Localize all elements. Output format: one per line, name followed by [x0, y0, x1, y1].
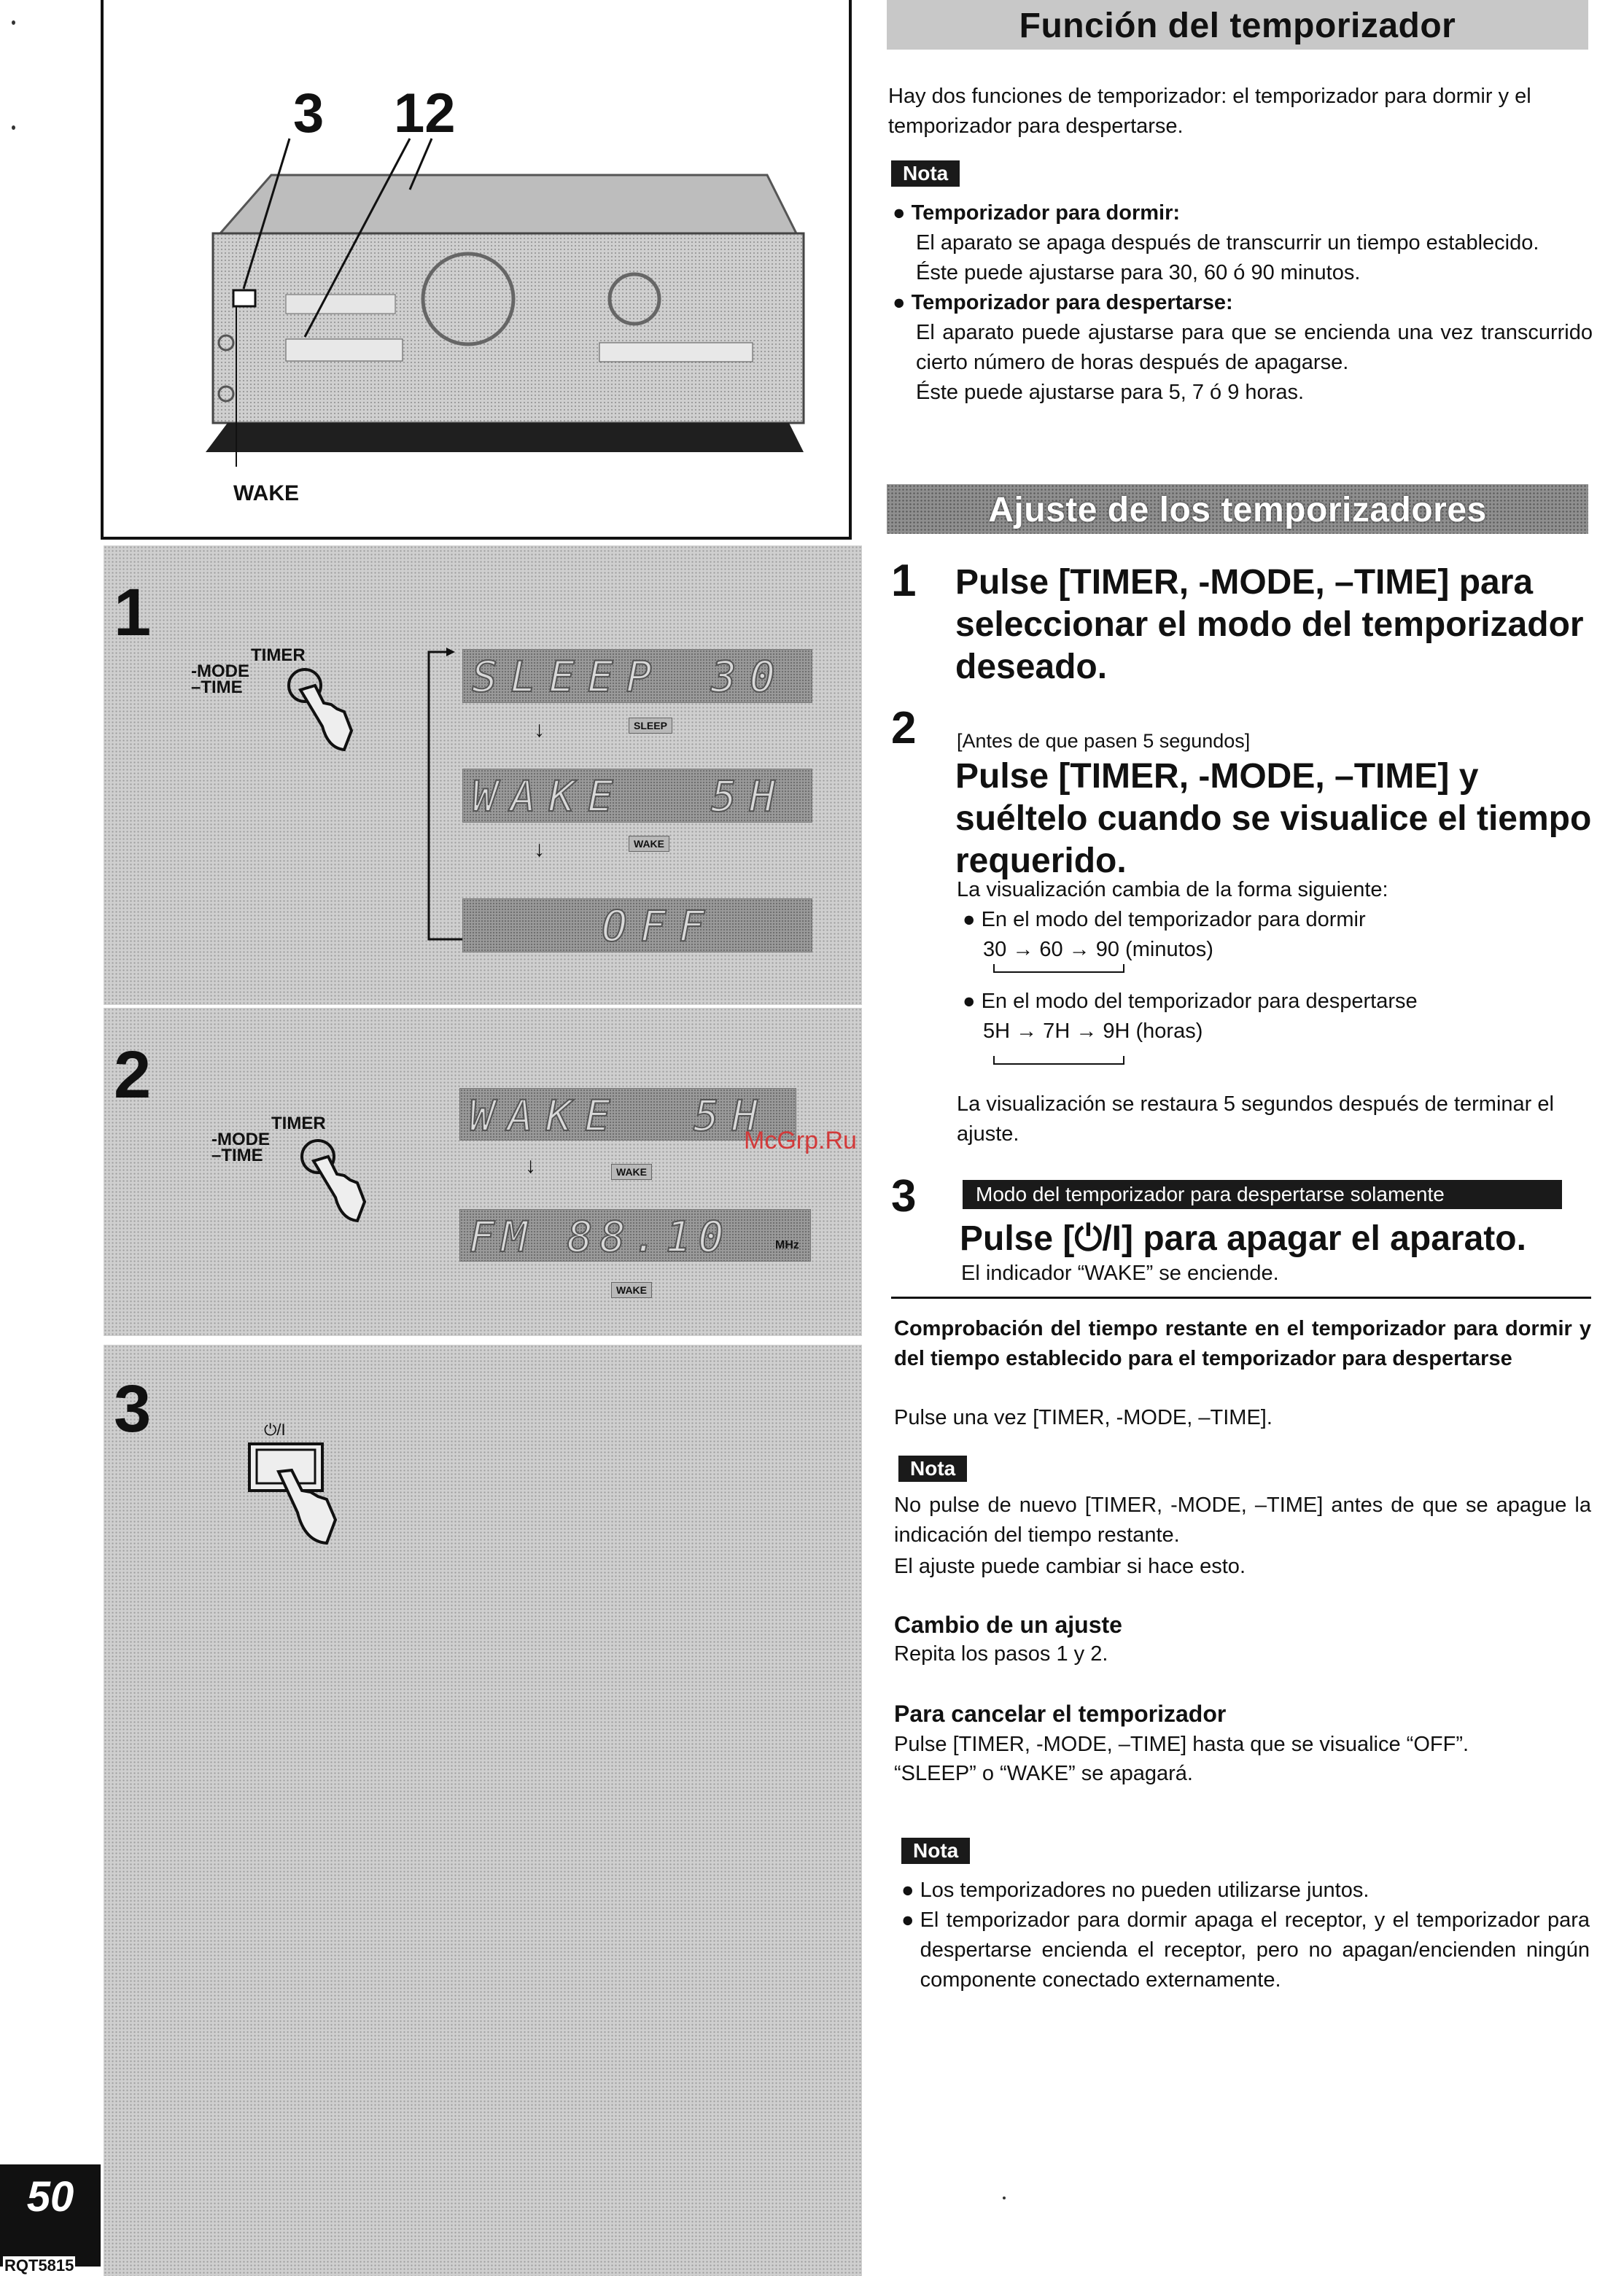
- wake-indicator: WAKE: [611, 1282, 652, 1298]
- nota-badge: Nota: [901, 1838, 970, 1864]
- section-title: Función del temporizador: [887, 0, 1588, 50]
- nota-badge: Nota: [898, 1456, 967, 1482]
- unit-diagram: [101, 0, 852, 540]
- callout-12: 12: [394, 82, 456, 144]
- callout-3: 3: [293, 82, 325, 144]
- step2-details: La visualización cambia de la forma siguiente: ● En el modo del temporizador para dormir 30 → 60 → 90 (minutos) ● En el modo del temporizador para despertarse 5H → 7H → 9H (horas): [957, 878, 1418, 1043]
- check-nota-1: No pulse de nuevo [TIMER, -MODE, –TIME] antes de que se apague la indicación del tiempo restante.: [894, 1494, 1591, 1547]
- divider: [891, 1297, 1591, 1299]
- lcd-wake: WAKE 5H: [459, 1088, 796, 1141]
- step2-instruction: Pulse [TIMER, -MODE, –TIME] y suéltelo cuando se visualice el tiempo requerido.: [955, 757, 1592, 880]
- finger-press-icon: [279, 661, 359, 763]
- check-text: Pulse una vez [TIMER, -MODE, –TIME].: [894, 1406, 1273, 1429]
- down-arrow-icon: ↓: [534, 837, 545, 861]
- step3-instruction: Pulse [⏻/I] para apagar el aparato.: [960, 1219, 1526, 1258]
- watermark: McGrp.Ru: [744, 1127, 857, 1154]
- wake-label: WAKE: [233, 481, 299, 505]
- cycle-arrow: [993, 1056, 1124, 1065]
- step-panel-1: [104, 545, 862, 1005]
- margin-mark: [12, 125, 15, 130]
- down-arrow-icon: ↓: [525, 1154, 536, 1178]
- speck: [1003, 2197, 1006, 2199]
- step-number: 2: [114, 1038, 152, 1112]
- step-panel-2: [104, 1008, 862, 1336]
- margin-mark: [12, 20, 15, 25]
- lcd-off: OFF: [462, 898, 812, 952]
- step-number: 2: [891, 703, 917, 753]
- step-number: 3: [891, 1171, 917, 1221]
- lcd-sleep: SLEEP 30: [462, 649, 812, 703]
- sleep-indicator: SLEEP: [629, 718, 672, 734]
- step1-instruction: Pulse [TIMER, -MODE, –TIME] para seleccionar el modo del temporizador deseado.: [955, 563, 1584, 686]
- final-nota-list: ● Los temporizadores no pueden utilizarse juntos. ● El temporizador para dormir apaga el receptor, y el temporizador para despertarse encienda el receptor, pero no apagan/encienden ningún componente conectado externamente.: [901, 1879, 1590, 1992]
- step-number: 3: [114, 1372, 152, 1446]
- lcd-fm: FM 88.10 MHz: [459, 1209, 811, 1262]
- power-symbol-label: ⏻/I: [264, 1421, 286, 1439]
- step-number: 1: [114, 575, 152, 650]
- timer-types-list: ● Temporizador para dormir: El aparato se apaga después de transcurrir un tiempo establecido. Éste puede ajustarse para 30, 60 ó 90 minutos. ● Temporizador para despertarse: El aparato puede ajustarse para que se encienda una vez transcurrido cierto número de horas después de apagarse. Éste puede ajustarse para 5, 7 ó 9 horas.: [893, 201, 1593, 404]
- check-heading: Comprobación del tiempo restante en el temporizador para dormir y del tiempo establecido para el temporizador para despertarse: [894, 1317, 1591, 1370]
- restore-text: La visualización se restaura 5 segundos después de terminar el ajuste.: [957, 1092, 1554, 1146]
- section-title: Ajuste de los temporizadores: [887, 484, 1588, 534]
- receiver-illustration: [104, 0, 855, 540]
- page-number: 50: [0, 2164, 101, 2267]
- cycle-arrow: [993, 964, 1124, 973]
- change-text: Repita los pasos 1 y 2.: [894, 1642, 1108, 1666]
- step-number: 1: [891, 556, 917, 606]
- cancel-line-1: Pulse [TIMER, -MODE, –TIME] hasta que se visualice “OFF”.: [894, 1733, 1469, 1756]
- step2-note: [Antes de que pasen 5 segundos]: [957, 730, 1251, 752]
- timer-button-label: TIMER -MODE –TIME: [211, 1114, 326, 1165]
- cancel-heading: Para cancelar el temporizador: [894, 1701, 1227, 1727]
- lcd-wake: WAKE 5H: [462, 769, 812, 823]
- step3-sub: El indicador “WAKE” se enciende.: [961, 1262, 1279, 1285]
- wake-indicator: WAKE: [611, 1164, 652, 1180]
- mode-bar: Modo del temporizador para despertarse solamente: [963, 1180, 1562, 1209]
- step-panel-3: [104, 1345, 862, 2276]
- intro-text: Hay dos funciones de temporizador: el temporizador para dormir y el temporizador para despertarse.: [888, 85, 1531, 138]
- cancel-line-2: “SLEEP” o “WAKE” se apagará.: [894, 1762, 1193, 1785]
- check-nota-2: El ajuste puede cambiar si hace esto.: [894, 1555, 1246, 1578]
- nota-badge: Nota: [891, 160, 960, 187]
- down-arrow-icon: ↓: [534, 718, 545, 742]
- finger-press-icon: [292, 1132, 372, 1234]
- power-button-icon: [246, 1440, 356, 1564]
- timer-button-label: TIMER -MODE –TIME: [191, 645, 306, 697]
- change-heading: Cambio de un ajuste: [894, 1612, 1122, 1638]
- wake-indicator: WAKE: [629, 836, 669, 852]
- page-code: RQT5815: [4, 2256, 74, 2275]
